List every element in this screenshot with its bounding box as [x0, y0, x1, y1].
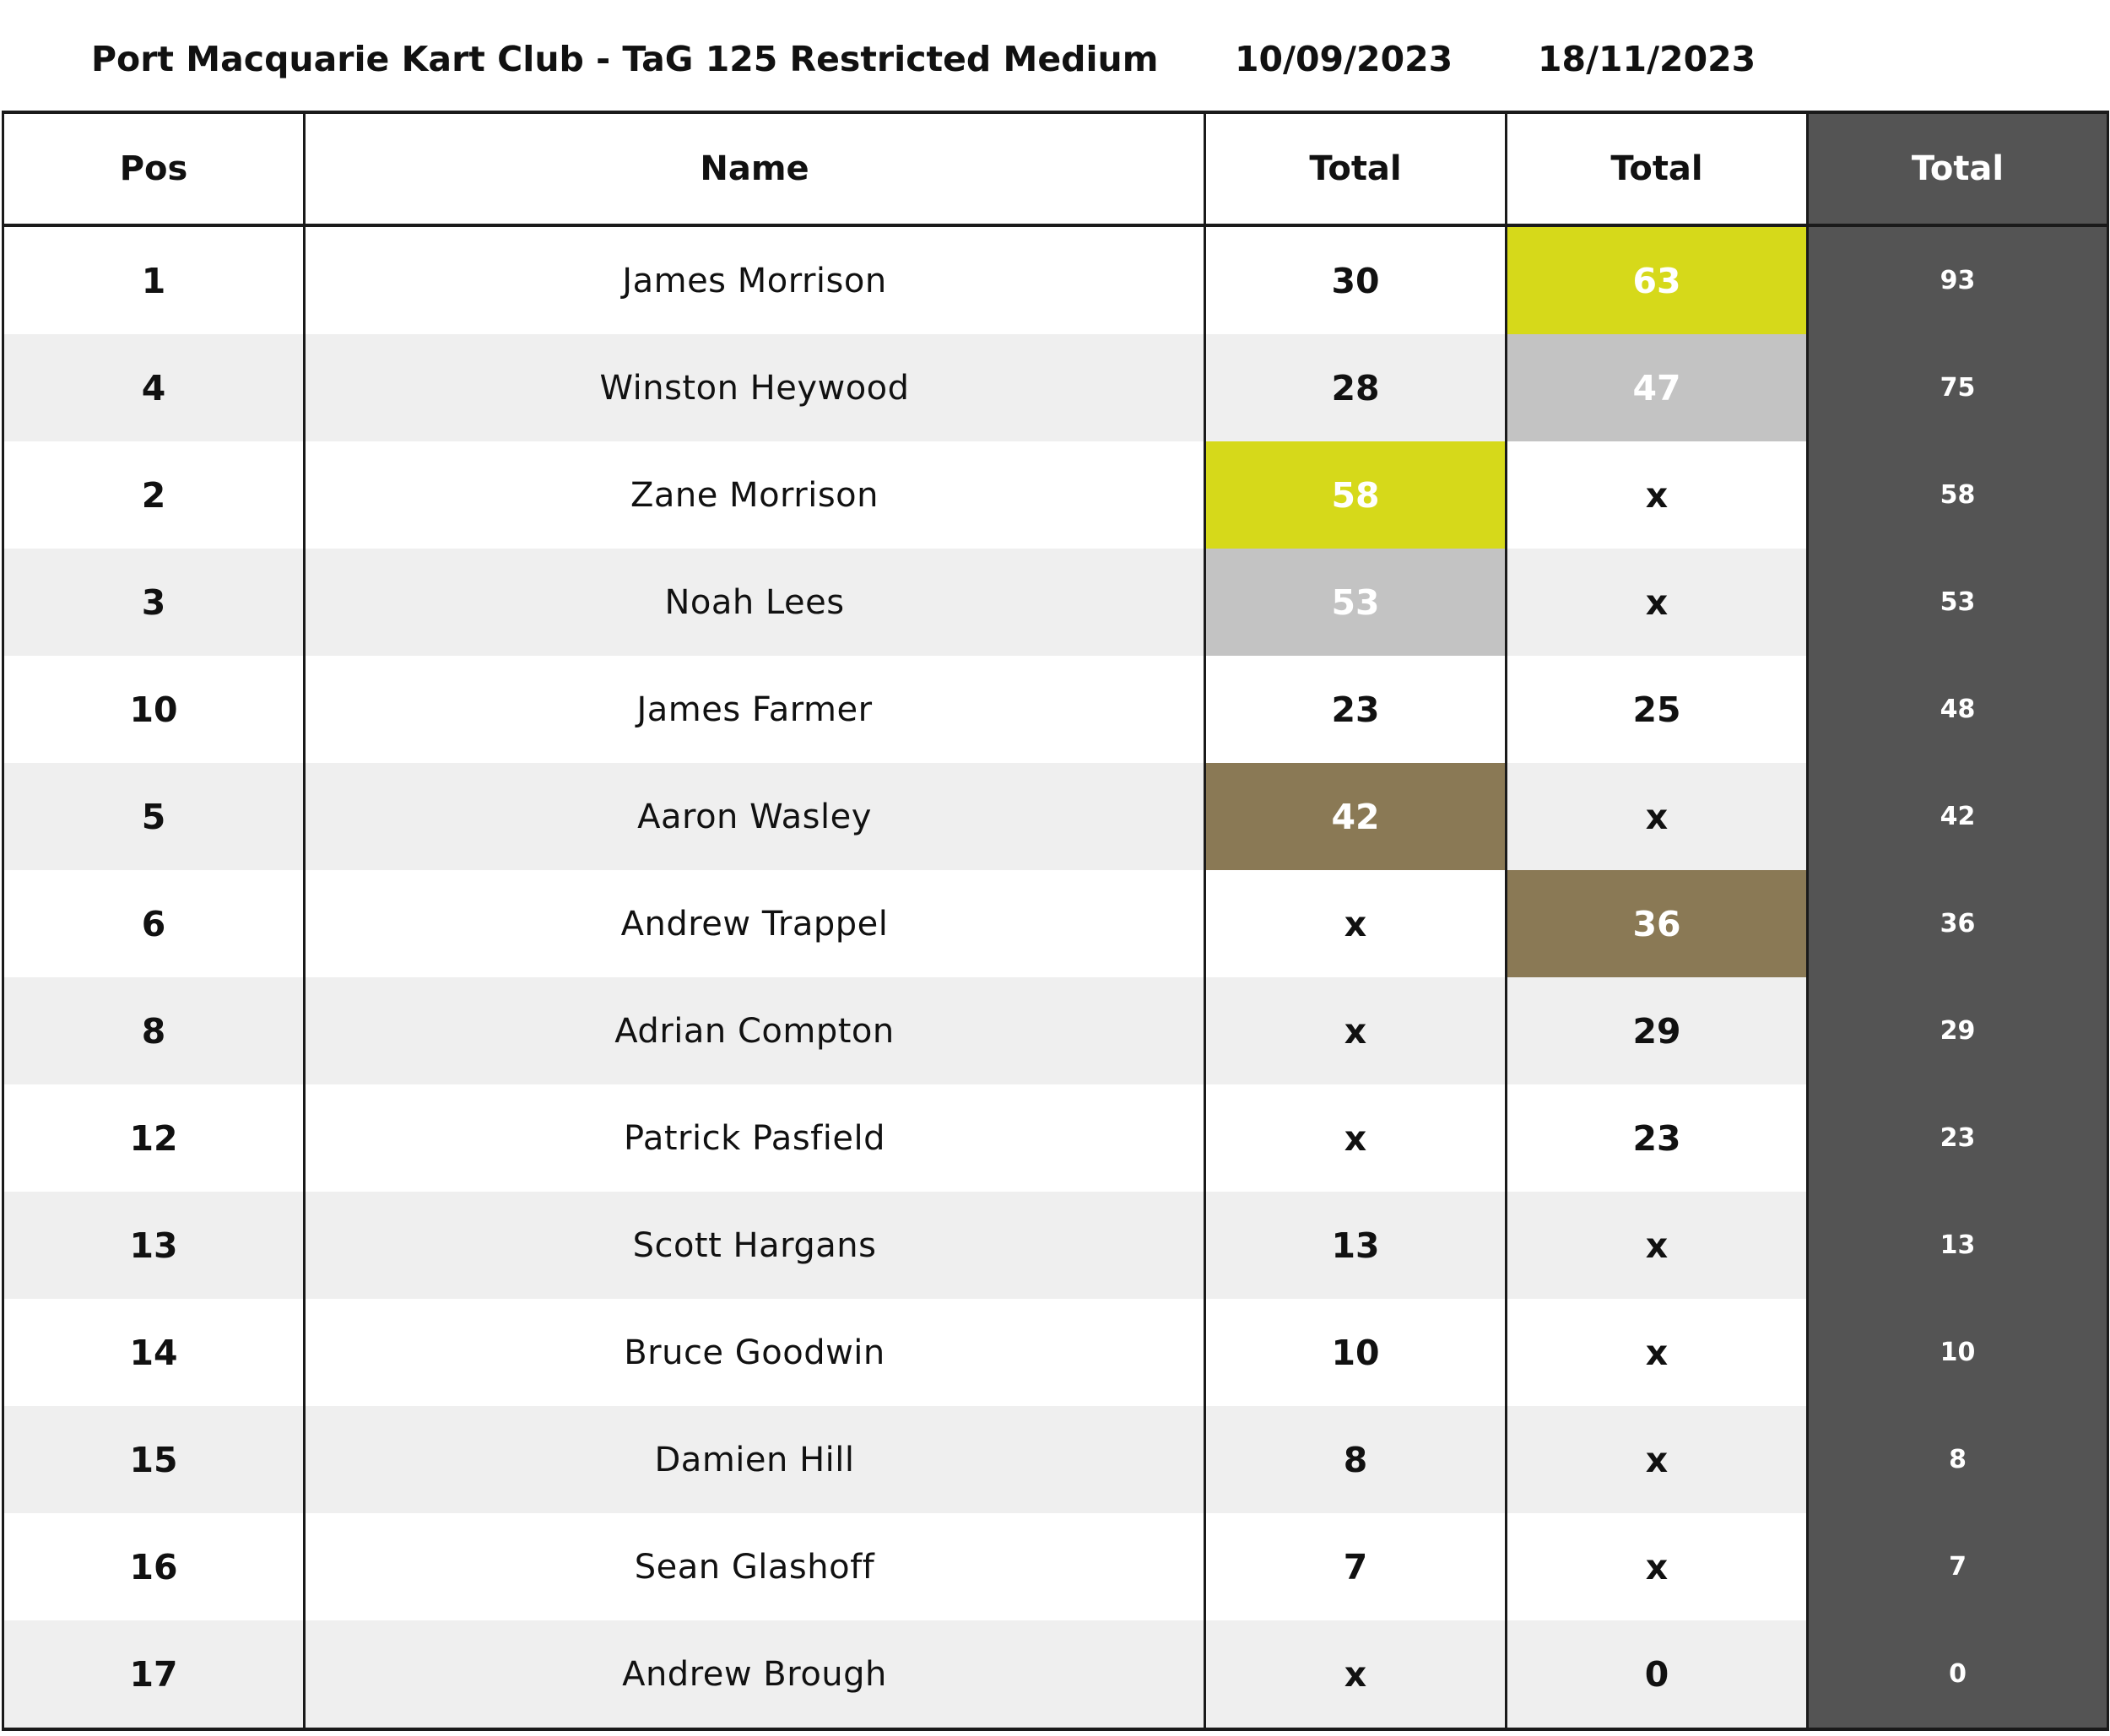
round2-score-cell: x [1507, 1299, 1808, 1406]
column-header-grand-total: Total [1808, 112, 2108, 225]
name-cell: Damien Hill [305, 1406, 1205, 1513]
column-header-round2-total: Total [1507, 112, 1808, 225]
grand-total-cell: 48 [1808, 656, 2108, 763]
round1-score-cell: 23 [1205, 656, 1507, 763]
table-row [3, 1192, 2108, 1299]
name-cell: Bruce Goodwin [305, 1299, 1205, 1406]
round1-score-cell: 58 [1205, 441, 1507, 549]
round1-score-cell: 30 [1205, 225, 1507, 334]
round2-score-cell: 0 [1507, 1620, 1808, 1729]
round2-score-cell: x [1507, 1192, 1808, 1299]
round1-score-cell: x [1205, 977, 1507, 1084]
table-row [3, 225, 2108, 334]
table-row [3, 1620, 2108, 1729]
pos-cell: 13 [3, 1192, 305, 1299]
grand-total-cell: 23 [1808, 1084, 2108, 1192]
round1-score-cell: 42 [1205, 763, 1507, 870]
round1-score-cell: 28 [1205, 334, 1507, 441]
round2-score-cell: 63 [1507, 225, 1808, 334]
round2-score-cell: x [1507, 549, 1808, 656]
round1-score-cell: x [1205, 870, 1507, 977]
name-cell: Zane Morrison [305, 441, 1205, 549]
table-row [3, 977, 2108, 1084]
round1-score-cell: 13 [1205, 1192, 1507, 1299]
table-row [3, 763, 2108, 870]
name-cell: Scott Hargans [305, 1192, 1205, 1299]
table-row [3, 1406, 2108, 1513]
grand-total-cell: 42 [1808, 763, 2108, 870]
table-row [3, 334, 2108, 441]
round2-score-cell: x [1507, 763, 1808, 870]
name-cell: Adrian Compton [305, 977, 1205, 1084]
table-row [3, 870, 2108, 977]
pos-cell: 3 [3, 549, 305, 656]
round1-score-cell: x [1205, 1620, 1507, 1729]
name-cell: Winston Heywood [305, 334, 1205, 441]
table-row [3, 1299, 2108, 1406]
grand-total-cell: 8 [1808, 1406, 2108, 1513]
table-row [3, 1513, 2108, 1620]
column-header-pos: Pos [3, 112, 305, 225]
round2-date: 18/11/2023 [1538, 39, 1756, 79]
table-row [3, 656, 2108, 763]
grand-total-cell: 53 [1808, 549, 2108, 656]
pos-cell: 4 [3, 334, 305, 441]
pos-cell: 10 [3, 656, 305, 763]
pos-cell: 6 [3, 870, 305, 977]
grand-total-cell: 58 [1808, 441, 2108, 549]
name-cell: Sean Glashoff [305, 1513, 1205, 1620]
round2-score-cell: 25 [1507, 656, 1808, 763]
round2-score-cell: 29 [1507, 977, 1808, 1084]
pos-cell: 5 [3, 763, 305, 870]
table-row [3, 549, 2108, 656]
pos-cell: 14 [3, 1299, 305, 1406]
grand-total-cell: 29 [1808, 977, 2108, 1084]
grand-total-cell: 13 [1808, 1192, 2108, 1299]
table-row [3, 1084, 2108, 1192]
pos-cell: 16 [3, 1513, 305, 1620]
pos-cell: 1 [3, 225, 305, 334]
title-bar [0, 0, 2110, 113]
name-cell: Patrick Pasfield [305, 1084, 1205, 1192]
name-cell: James Morrison [305, 225, 1205, 334]
round2-score-cell: x [1507, 1406, 1808, 1513]
header-row [3, 112, 2108, 225]
grand-total-cell: 75 [1808, 334, 2108, 441]
grand-total-cell: 10 [1808, 1299, 2108, 1406]
grand-total-cell: 36 [1808, 870, 2108, 977]
round2-score-cell: x [1507, 1513, 1808, 1620]
pos-cell: 15 [3, 1406, 305, 1513]
pos-cell: 8 [3, 977, 305, 1084]
column-header-name: Name [305, 112, 1205, 225]
round1-score-cell: 10 [1205, 1299, 1507, 1406]
round2-score-cell: 47 [1507, 334, 1808, 441]
table-body [3, 225, 2108, 1729]
standings-table [2, 111, 2109, 1731]
pos-cell: 12 [3, 1084, 305, 1192]
grand-total-cell: 7 [1808, 1513, 2108, 1620]
pos-cell: 17 [3, 1620, 305, 1729]
name-cell: Andrew Brough [305, 1620, 1205, 1729]
grand-total-cell: 0 [1808, 1620, 2108, 1729]
name-cell: James Farmer [305, 656, 1205, 763]
round1-score-cell: 8 [1205, 1406, 1507, 1513]
table-row [3, 441, 2108, 549]
name-cell: Andrew Trappel [305, 870, 1205, 977]
round1-score-cell: x [1205, 1084, 1507, 1192]
round1-date: 10/09/2023 [1235, 39, 1453, 79]
round2-score-cell: x [1507, 441, 1808, 549]
name-cell: Noah Lees [305, 549, 1205, 656]
round2-score-cell: 23 [1507, 1084, 1808, 1192]
grand-total-cell: 93 [1808, 225, 2108, 334]
pos-cell: 2 [3, 441, 305, 549]
round2-score-cell: 36 [1507, 870, 1808, 977]
column-header-round1-total: Total [1205, 112, 1507, 225]
round1-score-cell: 7 [1205, 1513, 1507, 1620]
page-title: Port Macquarie Kart Club - TaG 125 Restricted Medium [91, 39, 1159, 79]
name-cell: Aaron Wasley [305, 763, 1205, 870]
round1-score-cell: 53 [1205, 549, 1507, 656]
